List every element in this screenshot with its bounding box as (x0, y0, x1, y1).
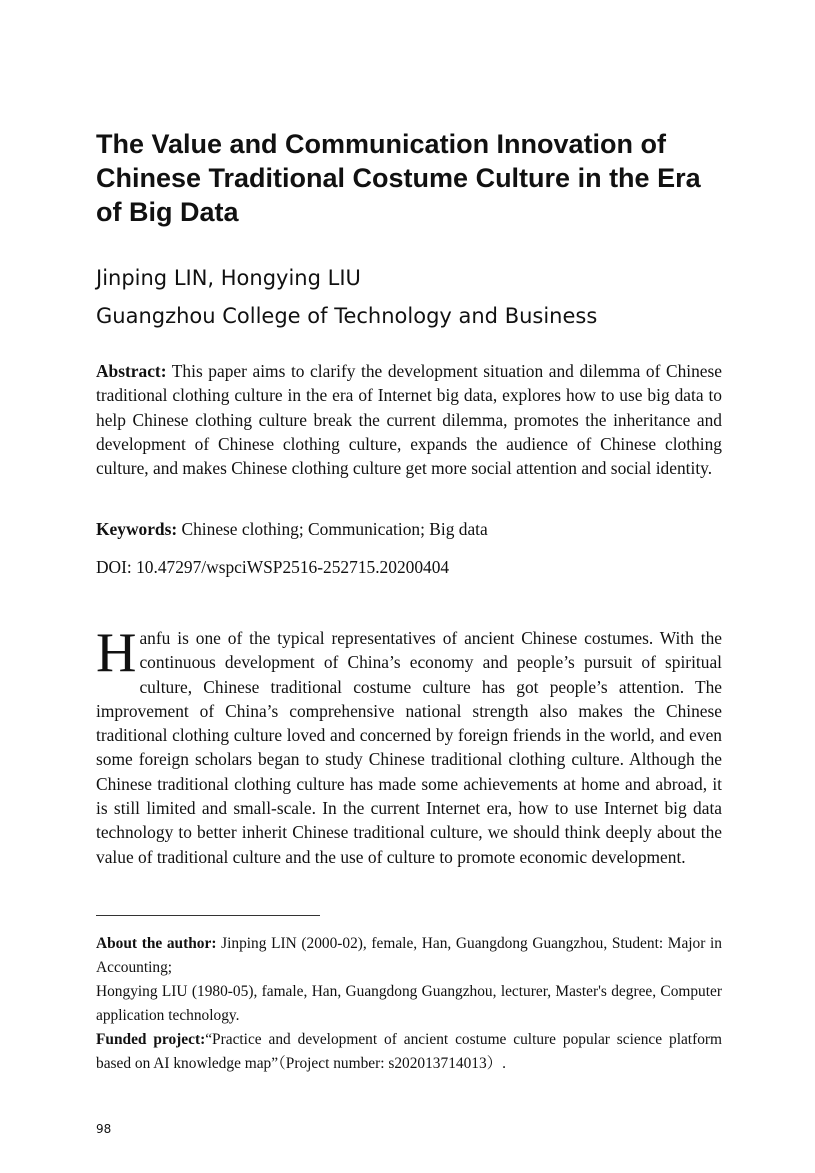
body-text: anfu is one of the typical representatives of ancient Chinese costumes. With the continuous development of China’s economy and people’s pursuit of spiritual culture, Chinese traditional costume culture has got people’s attention. The improvement of China’s comprehensive national strength also makes the Chinese traditional clothing culture loved and concerned by foreign friends in the world, and even some foreign scholars began to study Chinese traditional clothing culture. Although the Chinese traditional clothing culture has made some achievements at home and abroad, it is still limited and small-scale. In the current Internet era, how to use Internet big data technology to better inherit Chinese traditional culture, we should think deeply about the value of traditional culture and the use of culture to promote economic development. (96, 628, 722, 867)
funded-text: “Practice and development of ancient costume culture popular science platform based on AI knowledge map”（Project number: s202013714013）. (96, 1031, 722, 1072)
footnote-author2: Hongying LIU (1980-05), famale, Han, Guangdong Guangzhou, lecturer, Master's degree, Computer application technology. (96, 983, 722, 1024)
abstract (96, 359, 722, 480)
affiliation: Guangzhou College of Technology and Business (96, 304, 598, 328)
page-number: 98 (96, 1122, 112, 1136)
doi: DOI: 10.47297/wspciWSP2516-252715.20200404 (96, 557, 450, 577)
author-names: Jinping LIN, Hongying LIU (96, 266, 361, 290)
body-paragraph (96, 622, 722, 869)
paper-title: The Value and Communication Innovation of Chinese Traditional Costume Culture in the Era of Big Data (96, 129, 701, 227)
keywords (96, 517, 722, 541)
abstract-text: This paper aims to clarify the development situation and dilemma of Chinese traditional clothing culture in the era of Internet big data, explores how to use big data to help Chinese clothing culture break the current dilemma, promotes the inheritance and development of Chinese clothing culture, expands the audience of Chinese clothing culture, and makes Chinese clothing culture get more social attention and social identity. (96, 361, 722, 479)
keywords-text: Chinese clothing; Communication; Big data (177, 519, 488, 539)
footnote-funding (96, 1028, 722, 1076)
keywords-label: Keywords: (96, 519, 178, 539)
drop-cap: H (96, 622, 137, 684)
author-text: Jinping LIN (2000-02), female, Han, Guangdong Guangzhou, Student: Major in Accounting; (96, 935, 722, 976)
abstract-label: Abstract: (96, 361, 167, 381)
funded-label: Funded project: (96, 1031, 206, 1048)
footnote-divider (96, 915, 320, 916)
author-label: About the author: (96, 935, 217, 952)
footnote-author (96, 932, 722, 980)
